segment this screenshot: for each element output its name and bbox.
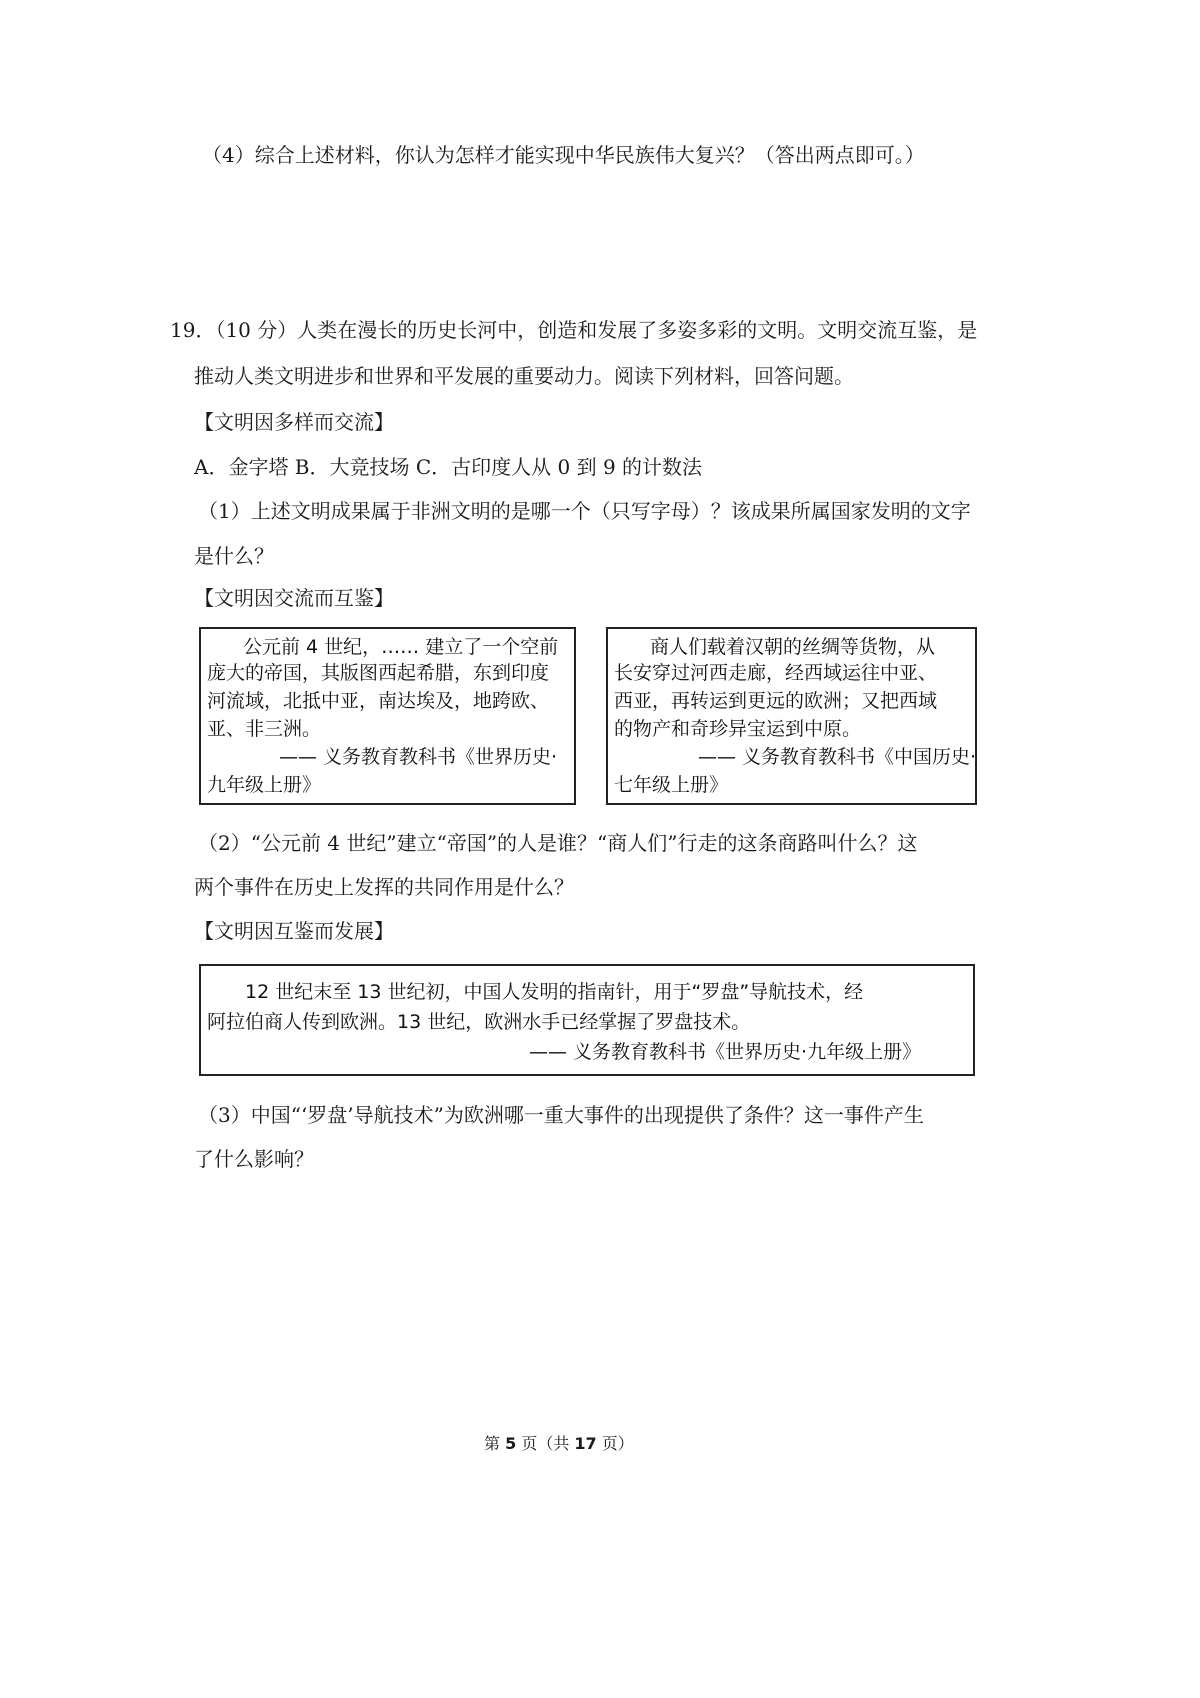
q1-line1: （1）上述文明成果属于非洲文明的是哪一个（只写字母）？该成果所属国家发明的文字 [198, 499, 971, 523]
box-left-line3: 河流域，北抵中亚，南达埃及，地跨欧、 [207, 690, 550, 712]
q2-line2: 两个事件在历史上发挥的共同作用是什么？ [194, 875, 574, 899]
box-left-line1: 公元前 4 世纪，…… 建立了一个空前 [243, 636, 559, 658]
page-footer [484, 1433, 634, 1455]
material-box-compass [199, 964, 975, 1076]
q2-line1: （2）“公元前 4 世纪”建立“帝国”的人是谁？“商人们”行走的这条商路叫什么？这 [198, 831, 918, 855]
q3-line2: 了什么影响？ [194, 1147, 314, 1171]
footer-page-number: 5 [505, 1434, 517, 1453]
section3-title: 【文明因互鉴而发展】 [194, 919, 394, 943]
q19-intro-line2: 推动人类文明进步和世界和平发展的重要动力。阅读下列材料，回答问题。 [194, 364, 854, 388]
options: A．金字塔 B．大竞技场 C．古印度人从 0 到 9 的计数法 [194, 455, 703, 479]
section2-title: 【文明因交流而互鉴】 [194, 586, 394, 610]
box-left-line2: 庞大的帝国，其版图西起希腊，东到印度 [207, 662, 550, 684]
material-box-alexander [199, 627, 576, 805]
box-bottom-line2: 阿拉伯商人传到欧洲。13 世纪，欧洲水手已经掌握了罗盘技术。 [207, 1011, 751, 1033]
footer-suffix: 页） [596, 1434, 634, 1453]
box-right-line4: 的物产和奇珍异宝运到中原。 [614, 718, 862, 740]
footer-middle: 页（共 [516, 1434, 575, 1453]
section1-title: 【文明因多样而交流】 [194, 410, 394, 434]
box-bottom-line1: 12 世纪末至 13 世纪初，中国人发明的指南针，用于“罗盘”导航技术，经 [245, 981, 864, 1003]
material-box-silk-road [606, 627, 977, 805]
footer-prefix: 第 [484, 1434, 506, 1453]
box-bottom-line3: —— 义务教育教科书《世界历史·九年级上册》 [529, 1041, 922, 1063]
box-left-line6: 九年级上册》 [207, 774, 322, 796]
box-right-line5: —— 义务教育教科书《中国历史· [698, 746, 977, 768]
box-left-line4: 亚、非三洲。 [207, 718, 322, 740]
footer-total-pages: 17 [574, 1434, 597, 1453]
box-right-line6: 七年级上册》 [614, 774, 729, 796]
q3-line1: （3）中国“‘罗盘’导航技术”为欧洲哪一重大事件的出现提供了条件？这一事件产生 [198, 1103, 924, 1127]
box-right-line1: 商人们载着汉朝的丝绸等货物，从 [650, 636, 936, 658]
box-left-line5: —— 义务教育教科书《世界历史· [279, 746, 558, 768]
q18-part4: （4）综合上述材料，你认为怎样才能实现中华民族伟大复兴？（答出两点即可。） [202, 143, 925, 167]
q1-line2: 是什么？ [194, 544, 274, 568]
q19-intro-line1: 19．（10 分）人类在漫长的历史长河中，创造和发展了多姿多彩的文明。文明交流互鉴，是 [170, 318, 978, 342]
box-right-line2: 长安穿过河西走廊，经西域运往中亚、 [614, 662, 938, 684]
box-right-line3: 西亚，再转运到更远的欧洲；又把西域 [614, 690, 938, 712]
